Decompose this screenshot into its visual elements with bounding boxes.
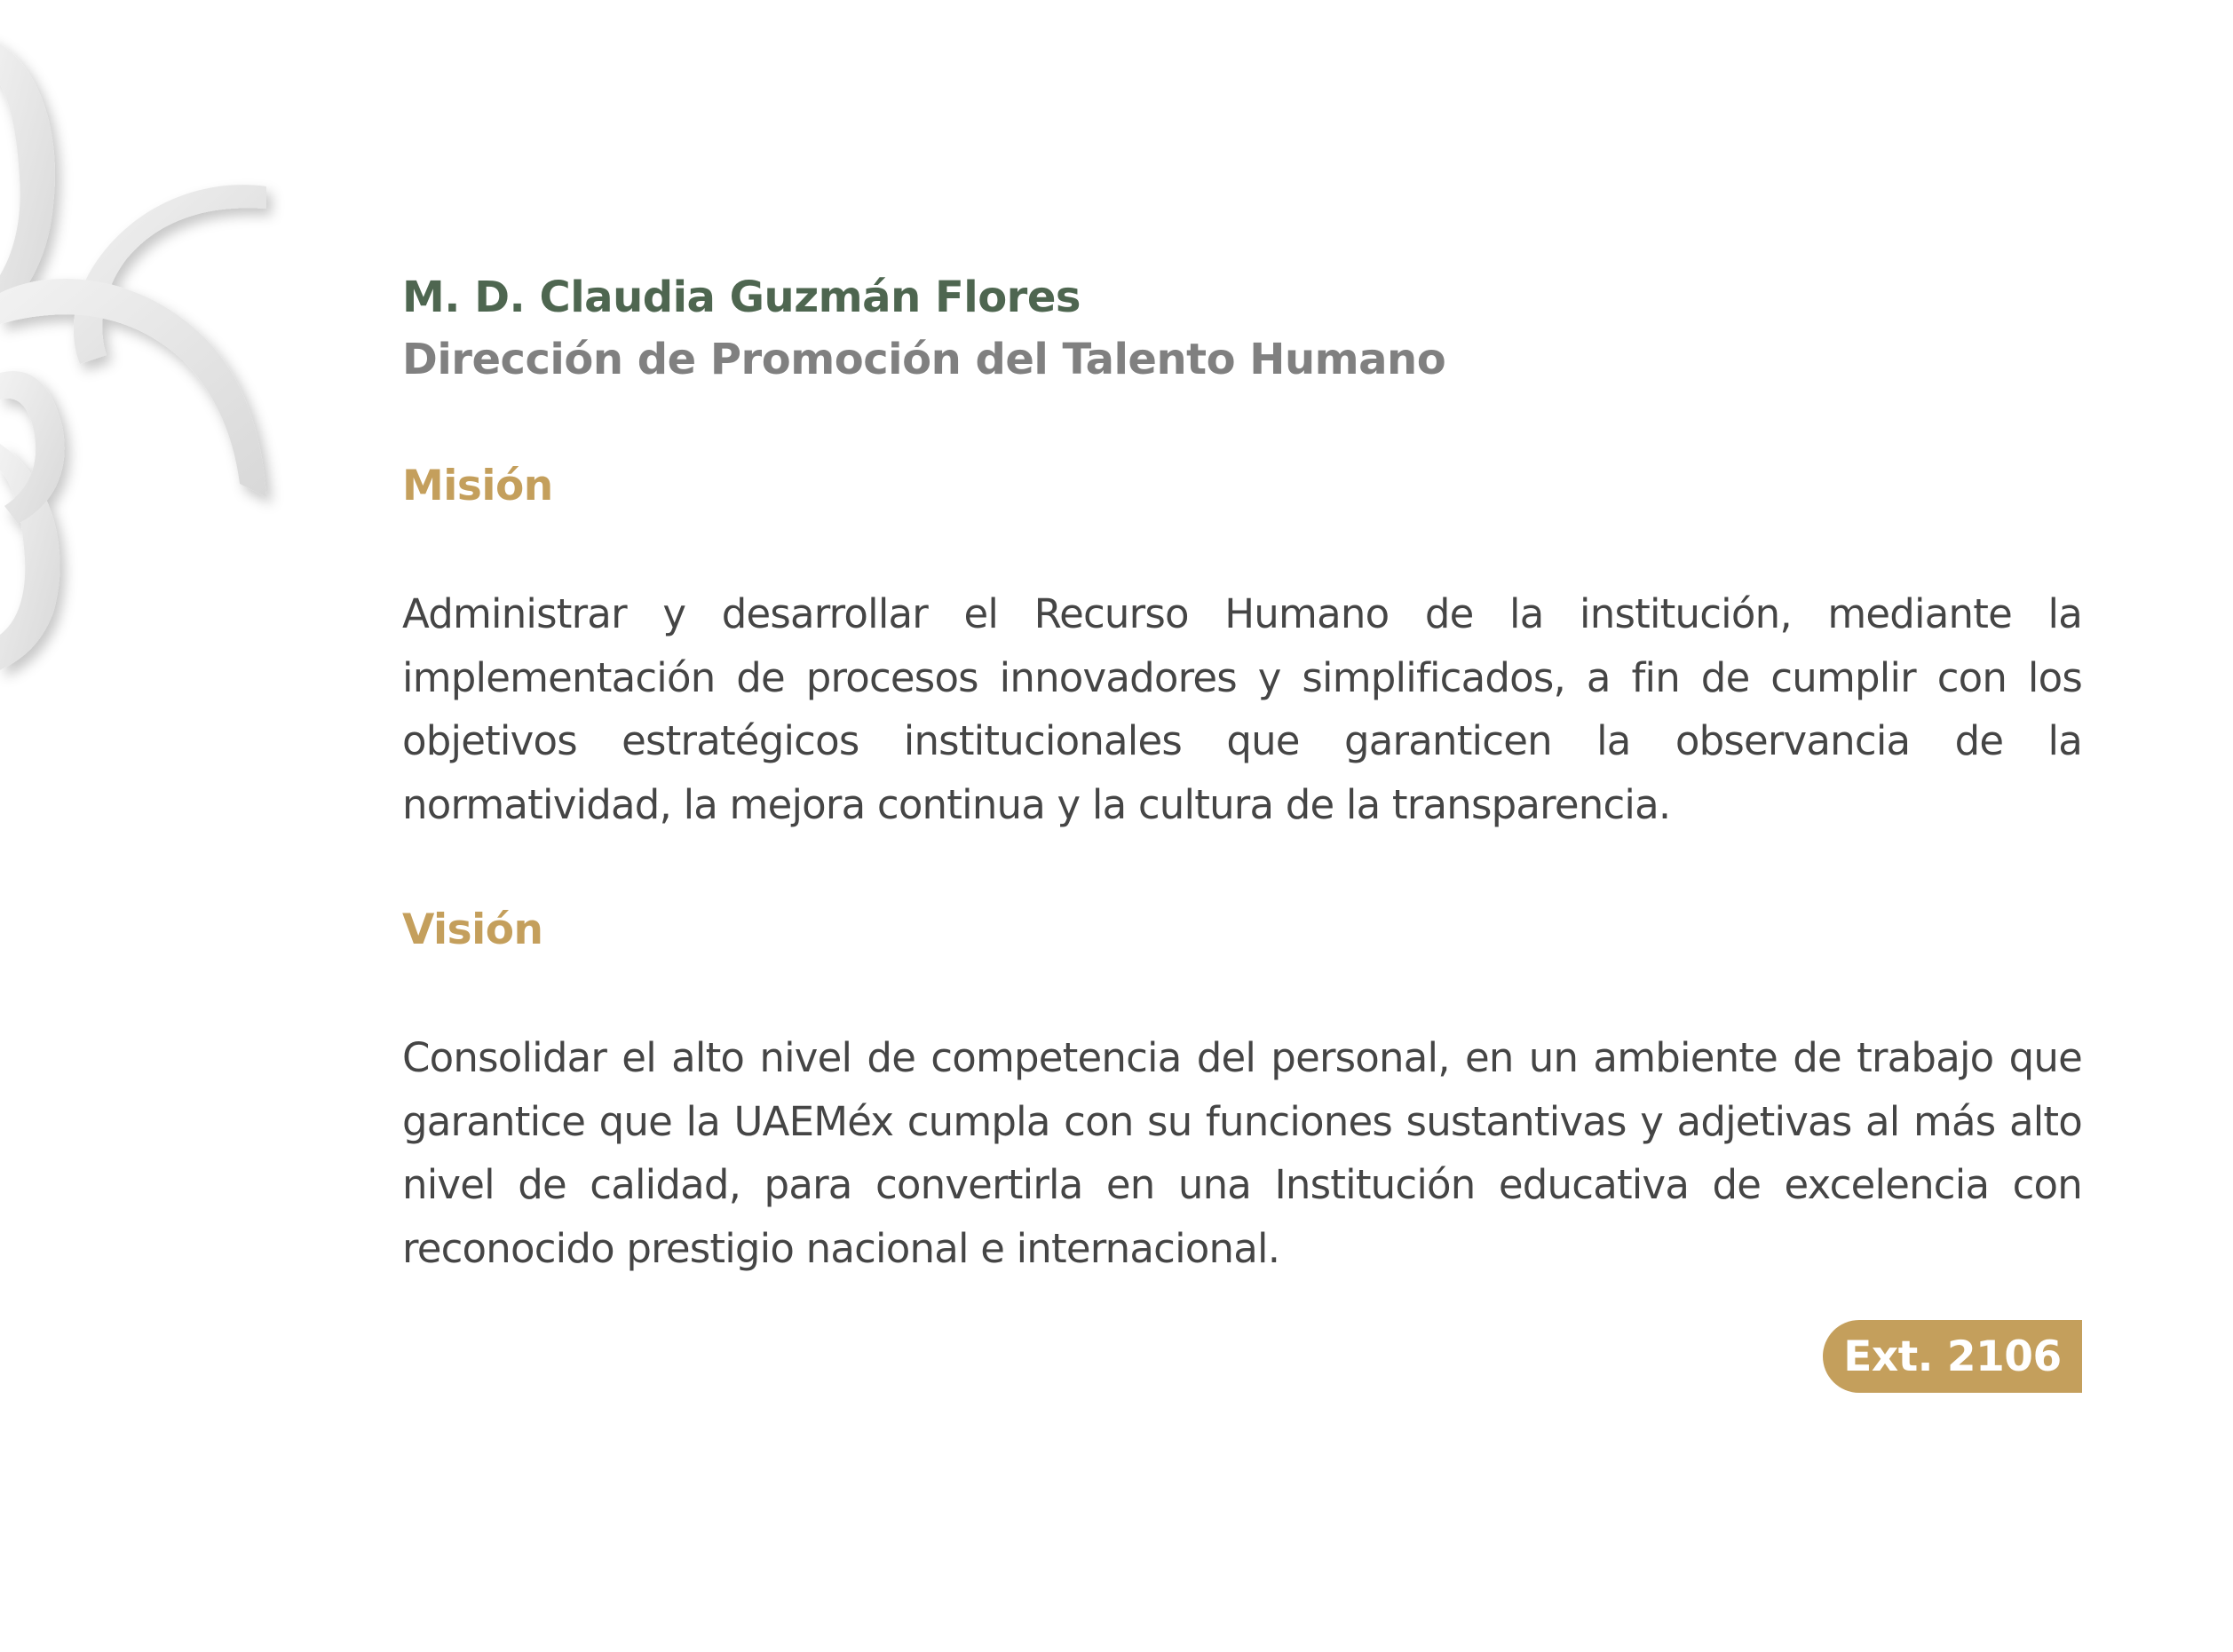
extension-badge bbox=[1823, 1320, 2082, 1393]
person-name: M. D. Claudia Guzmán Flores bbox=[402, 273, 1081, 322]
petal-ornament-icon bbox=[0, 0, 302, 692]
vision-heading: Visión bbox=[402, 905, 543, 954]
department-title: Dirección de Promoción del Talento Humano bbox=[402, 335, 1446, 384]
vision-text: Consolidar el alto nivel de competencia del personal, en un ambiente de trabajo que garantice que la UAEMéx cumpla con su funciones sustantivas y adjetivas al más alto nivel de calidad, para convertirla en una Institución educativa de excelencia con reconocido prestigio nacional e internacional. bbox=[402, 1034, 2082, 1272]
mision-heading: Misión bbox=[402, 462, 553, 510]
extension-label: Ext. 2106 bbox=[1843, 1332, 2062, 1381]
mision-text: Administrar y desarrollar el Recurso Humano de la institución, mediante la implementación de procesos innovadores y simplificados, a fin de cumplir con los objetivos estratégicos institucionales que garanticen la observancia de la normatividad, la mejora continua y la cultura de la transparencia. bbox=[402, 590, 2082, 828]
content-area bbox=[402, 266, 2082, 1280]
